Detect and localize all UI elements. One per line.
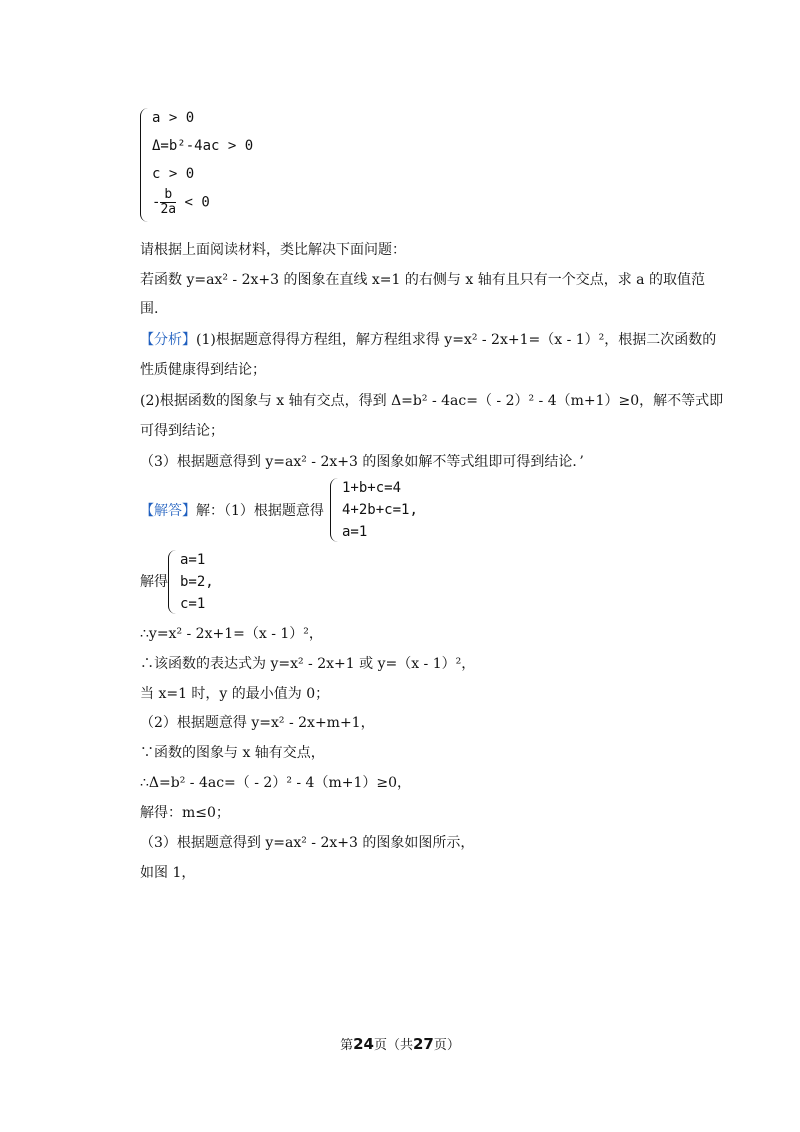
solution-a: a=1 (180, 552, 206, 568)
total-page-number: 27 (413, 1035, 434, 1053)
answer-line-4: （2）根据题意得 y=x² - 2x+m+1， (140, 715, 375, 731)
solve-label: 解得 (140, 574, 168, 590)
condition-system (140, 108, 280, 222)
page-footer: 第24页（共27页） (340, 1035, 460, 1053)
problem-statement-cont: 围. (140, 301, 159, 317)
condition-axis: - $\frac{b}{2a}$ < 0 (152, 187, 210, 217)
answer-line-1: ∴y=x² - 2x+1=（x - 1）²， (140, 626, 323, 642)
analysis-line-1: 【分析】(1)根据题意得得方程组，解方程组求得 y=x² - 2x+1=（x - 1）²，根据二次函数的 (140, 332, 717, 348)
analysis-line-4: 可得到结论； (140, 423, 224, 439)
answer-line-9: 如图 1， (140, 865, 196, 881)
fraction-b-over-2a: $\frac{b}{2a}$ (160, 187, 177, 217)
solution-b: b=2, (180, 574, 214, 590)
answer-intro: 【解答】解：（1）根据题意得 (140, 503, 324, 519)
instruction-text: 请根据上面阅读材料，类比解决下面问题： (140, 242, 406, 258)
analysis-line-3: (2)根据函数的图象与 x 轴有交点，得到 Δ=b² - 4ac=（ - 2）² - 4（m+1）≥0，解不等式即 (140, 393, 724, 409)
solution-c: c=1 (180, 596, 206, 612)
answer-line-6: ∴Δ=b² - 4ac=（ - 2）² - 4（m+1）≥0， (140, 775, 412, 791)
answer-line-8: （3）根据题意得到 y=ax² - 2x+3 的图象如图所示， (140, 835, 475, 851)
equation-brace (330, 478, 339, 542)
answer-tag: 【解答】 (140, 503, 196, 519)
current-page-number: 24 (353, 1035, 374, 1053)
answer-line-3: 当 x=1 时，y 的最小值为 0； (140, 686, 330, 702)
equation-3: a=1 (342, 524, 368, 540)
condition-c-positive: c > 0 (152, 166, 195, 182)
solution-system (168, 550, 228, 614)
condition-discriminant: Δ=b²-4ac > 0 (152, 138, 254, 154)
condition-a-positive: a > 0 (152, 110, 195, 126)
system-brace (140, 108, 149, 222)
equation-1: 1+b+c=4 (342, 480, 402, 496)
solution-brace (168, 550, 177, 614)
answer-line-2: ∴该函数的表达式为 y=x² - 2x+1 或 y=（x - 1）²， (140, 656, 476, 672)
answer-line-5: ∵函数的图象与 x 轴有交点， (140, 745, 325, 761)
equation-system (330, 478, 430, 542)
answer-line-7: 解得：m≤0； (140, 805, 230, 821)
analysis-line-2: 性质健康得到结论； (140, 362, 266, 378)
analysis-line-5: （3）根据题意得到 y=ax² - 2x+3 的图象如解不等式组即可得到结论．’ (140, 454, 584, 470)
equation-2: 4+2b+c=1, (342, 502, 418, 518)
problem-statement: 若函数 y=ax² - 2x+3 的图象在直线 x=1 的右侧与 x 轴有且只有一个交点，求 a 的取值范 (140, 272, 705, 288)
analysis-tag: 【分析】 (140, 332, 196, 348)
